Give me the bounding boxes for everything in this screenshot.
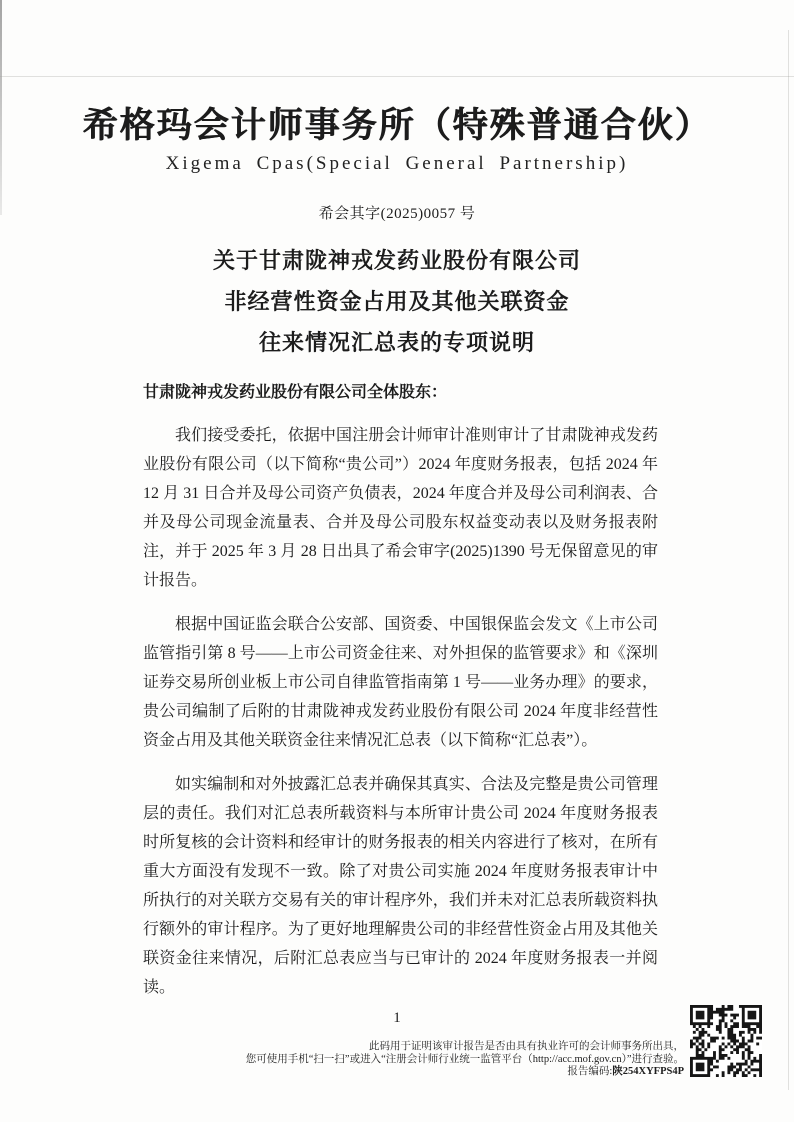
document-body [143, 378, 658, 1017]
report-title-line3: 往来情况汇总表的专项说明 [258, 330, 535, 355]
paragraph-responsibility: 如实编制和对外披露汇总表并确保其真实、合法及完整是贵公司管理层的责任。我们对汇总表所载资料与本所审计贵公司 2024 年度财务报表时所复核的会计资料和经审计的财务报表的相关内容进行了核对，在所有重大方面没有发现不一致。除了对贵公司实施 2024 年度财务报表审计中所执行的对关联方交易有关的审计程序外，我们并未对汇总表所载资料执行额外的审计程序。为了更好地理解贵公司的非经营性资金占用及其他关联资金往来情况，后附汇总表应当与已审计的 2024 年度财务报表一并阅读。 [143, 776, 658, 996]
report-title-line1: 关于甘肃陇神戎发药业股份有限公司 [212, 248, 581, 273]
paragraph-regulatory-basis: 根据中国证监会联合公安部、国资委、中国银保监会发文《上市公司监管指引第 8 号——上市公司资金往来、对外担保的监管要求》和《深圳证券交易所创业板上市公司自律监管指南第 1 号——业务办理》的要求，贵公司编制了后附的甘肃陇神戎发药业股份有限公司 2024 年度非经营性资金占用及其他关联资金往来情况汇总表（以下简称“汇总表”）。 [143, 616, 658, 749]
qr-code-icon [690, 1005, 762, 1077]
paragraph-audit-scope: 我们接受委托，依据中国注册会计师审计准则审计了甘肃陇神戎发药业股份有限公司（以下简称“贵公司”）2024 年度财务报表，包括 2024 年 12 月 31 日合并及母公司资产负债表，2024 年度合并及母公司利润表、合并及母公司现金流量表、合并及母公司股东权益变动表以及财务报表附注，并于 2025 年 3 月 28 日出具了希会审字(2025)1390 号无保留意见的审计报告。 [143, 427, 658, 589]
firm-name-en: Xigema Cpas(Special General Partnership) [165, 153, 629, 174]
salutation: 甘肃陇神戎发药业股份有限公司全体股东： [143, 384, 448, 401]
qr-code [690, 1005, 762, 1077]
verification-line2: 您可使用手机“扫一扫”或进入“注册会计师行业统一监管平台（http://acc.mof.gov.cn）”进行查验。 [245, 1053, 684, 1065]
letterhead [0, 104, 794, 175]
page-number: 1 [393, 1010, 401, 1026]
verification-note [244, 1041, 684, 1079]
document-number: 希会其字(2025)0057 号 [318, 206, 476, 222]
scan-artifact-right-edge [788, 30, 789, 1090]
report-title-line2: 非经营性资金占用及其他关联资金 [224, 289, 570, 314]
report-title [0, 240, 794, 363]
report-code [244, 1066, 684, 1079]
scan-artifact-top-line [0, 76, 794, 77]
verification-line1: 此码用于证明该审计报告是否由具有执业许可的会计师事务所出具， [369, 1041, 684, 1052]
report-code-label: 报告编码: [567, 1066, 613, 1077]
report-code-value: 陕254XYFPS4P [612, 1066, 684, 1077]
firm-name-cn: 希格玛会计师事务所（特殊普通合伙） [82, 106, 712, 145]
